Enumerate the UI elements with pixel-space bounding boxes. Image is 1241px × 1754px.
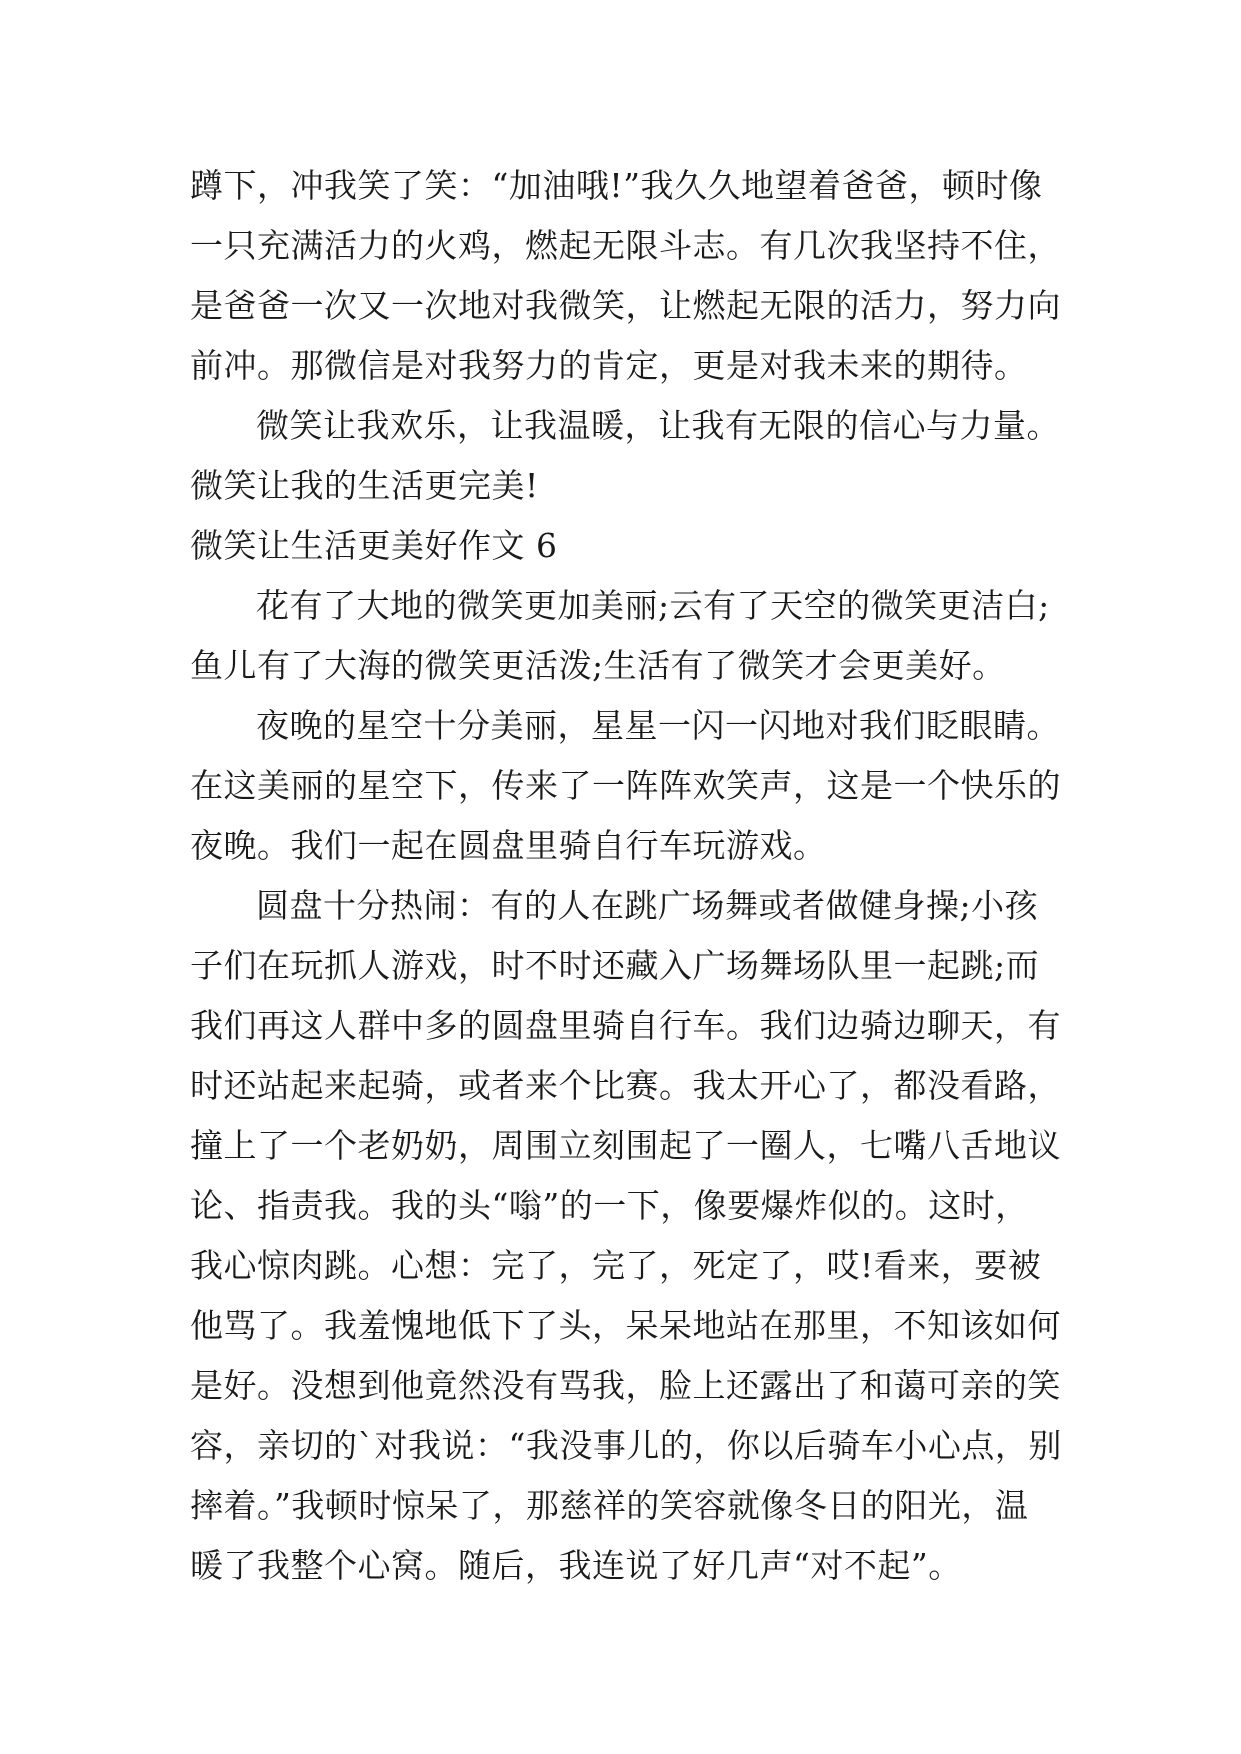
- text-line: 撞上了一个老奶奶，周围立刻围起了一圈人，七嘴八舌地议: [190, 1126, 1061, 1165]
- document-body: [190, 156, 1070, 1596]
- text-line: 我心惊肉跳。心想：完了，完了，死定了，哎!看来，要被: [190, 1246, 1042, 1285]
- text-line: 夜晚的星空十分美丽，星星一闪一闪地对我们眨眼睛。: [256, 706, 1060, 745]
- text-line: 摔着。”我顿时惊呆了，那慈祥的笑容就像冬日的阳光，温: [190, 1486, 1029, 1525]
- text-line: 子们在玩抓人游戏，时不时还藏入广场舞场队里一起跳;而: [190, 946, 1040, 985]
- text-line: 是爸爸一次又一次地对我微笑，让燃起无限的活力，努力向: [190, 286, 1061, 325]
- text-line: 在这美丽的星空下，传来了一阵阵欢笑声，这是一个快乐的: [190, 766, 1061, 805]
- text-line: 微笑让我欢乐，让我温暖，让我有无限的信心与力量。: [256, 406, 1060, 445]
- paragraph-5: [190, 876, 1070, 1596]
- text-line: 论、指责我。我的头“嗡”的一下，像要爆炸似的。这时，: [190, 1186, 1029, 1225]
- text-line: 圆盘十分热闹：有的人在跳广场舞或者做健身操;小孩: [256, 886, 1039, 925]
- text-line: 容，亲切的`对我说：“我没事儿的，你以后骑车小心点，别: [190, 1426, 1062, 1465]
- text-line: 微笑让我的生活更完美!: [190, 466, 539, 505]
- paragraph-1: [190, 156, 1070, 396]
- text-line: 是好。没想到他竟然没有骂我，脸上还露出了和蔼可亲的笑: [190, 1366, 1061, 1405]
- text-line: 一只充满活力的火鸡，燃起无限斗志。有几次我坚持不住，: [190, 226, 1061, 265]
- text-line: 他骂了。我羞愧地低下了头，呆呆地站在那里，不知该如何: [190, 1306, 1061, 1345]
- text-line: 蹲下，冲我笑了笑：“加油哦!”我久久地望着爸爸，顿时像: [190, 166, 1043, 205]
- text-line: 鱼儿有了大海的微笑更活泼;生活有了微笑才会更美好。: [190, 646, 1006, 685]
- text-line: 时还站起来起骑，或者来个比赛。我太开心了，都没看路，: [190, 1066, 1061, 1105]
- paragraph-2: [190, 396, 1070, 516]
- paragraph-3: [190, 576, 1070, 696]
- text-line: 暖了我整个心窝。随后，我连说了好几声“对不起”。: [190, 1546, 962, 1585]
- text-line: 我们再这人群中多的圆盘里骑自行车。我们边骑边聊天，有: [190, 1006, 1061, 1045]
- paragraph-4: [190, 696, 1070, 876]
- text-line: 夜晚。我们一起在圆盘里骑自行车玩游戏。: [190, 826, 827, 865]
- text-line: 前冲。那微信是对我努力的肯定，更是对我未来的期待。: [190, 346, 1028, 385]
- section-heading: 微笑让生活更美好作文 6: [190, 526, 558, 565]
- text-line: 花有了大地的微笑更加美丽;云有了天空的微笑更洁白;: [256, 586, 1050, 625]
